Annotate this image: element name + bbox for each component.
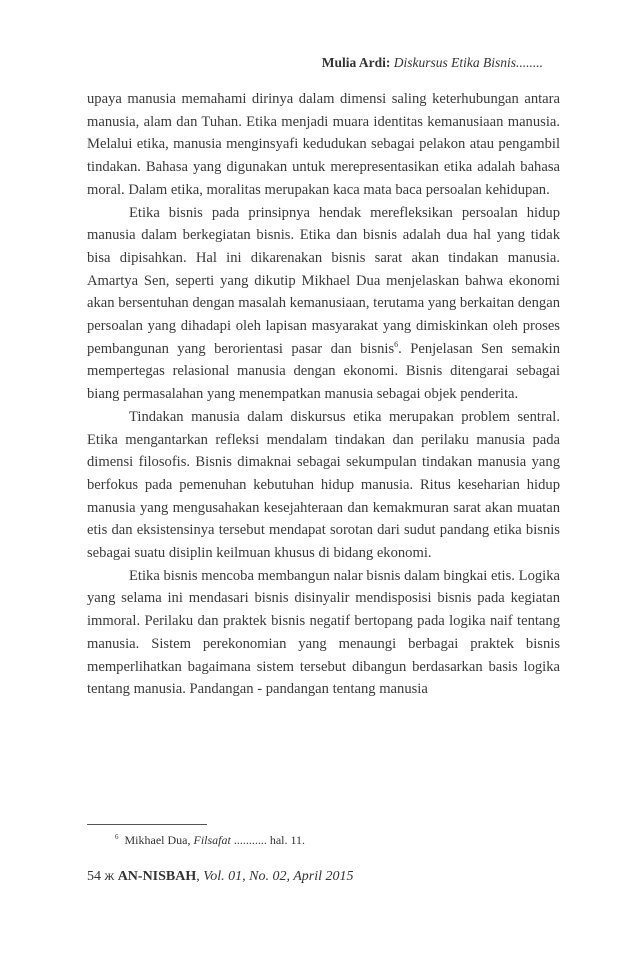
running-header	[322, 55, 543, 71]
footnote-reference: 6	[394, 339, 399, 349]
page-footer: 54 ж AN-NISBAH, Vol. 01, No. 02, April 2015	[87, 869, 354, 884]
paragraph-2-text-continued: . Penjelasan Sen semakin mempertegas relasional manusia dengan ekonomi. Bisnis ditengarai sebagai biang permasalahan yang menempatkan manusia sebagai objek penderita.	[87, 340, 561, 403]
paragraph-3: Tindakan manusia dalam diskursus etika merupakan problem sentral. Etika mengantarkan refleksi mendalam tindakan dan perilaku manusia pada dimensi filosofis. Bisnis dimaknai sebagai sekumpulan tindakan manusia yang berfokus pada pemenuhan kebutuhan hidup manusia. Ritus keseharian hidup manusia yang mengusahakan kesejahteraan dan kemakmuran sarat akan muatan etis dan eksistensinya tersebut mendapat sorotan dari sudut pandang etika bisnis sebagai suatu disiplin keilmuan khusus di bidang ekonomi.	[87, 408, 560, 562]
footnote-author: Mikhael Dua,	[124, 833, 191, 847]
paragraph-4: Etika bisnis mencoba membangun nalar bisnis dalam bingkai etis. Logika yang selama ini mendasari bisnis disinyalir mendisposisi bisnis pada kegiatan immoral. Perilaku dan praktek bisnis negatif bertopang pada logika naif tentang manusia. Sistem perekonomian yang menaungi berbagai praktek bisnis memperlihatkan bagaimana sistem tersebut dibangun berdasarkan basis logika tentang manusia. Pandangan - pandangan tentang manusia	[87, 567, 560, 698]
footer-symbol: ж	[104, 869, 115, 884]
footnote-title: Filsafat	[193, 833, 231, 847]
header-author: Mulia Ardi:	[321, 55, 391, 70]
journal-name: AN-NISBAH	[117, 869, 197, 884]
paragraph-1: upaya manusia memahami dirinya dalam dimensi saling keterhubungan antara manusia, alam dan Tuhan. Etika menjadi muara identitas kemanusiaan manusia. Melalui etika, manusia menginsyafi kedudukan sebagai pelakon atau pengambil tindakan. Bahasa yang digunakan untuk merepresentasikan etika adalah bahasa moral. Dalam etika, moralitas merupakan kaca mata baca persoalan kehidupan.	[87, 91, 560, 198]
footnote-divider	[87, 824, 207, 825]
footnote-rest: ........... hal. 11.	[233, 833, 306, 847]
paragraph-2	[87, 202, 560, 406]
body-text	[87, 88, 560, 701]
journal-issue: Vol. 01, No. 02, April 2015	[203, 869, 354, 884]
page-number: 54	[87, 869, 101, 884]
header-title: Diskursus Etika Bisnis........	[393, 55, 543, 70]
paragraph-2-text: Etika bisnis pada prinsipnya hendak merefleksikan persoalan hidup manusia dalam berkegiatan bisnis. Etika dan bisnis adalah dua hal yang tidak bisa dipisahkan. Hal ini dikarenakan bisnis sarat akan tindakan manusia. Amartya Sen, seperti yang dikutip Mikhael Dua menjelaskan bahwa ekonomi akan bersentuhan dengan masalah kemanusiaan, terutama yang berkaitan dengan persoalan yang dihadapi oleh lapisan masyarakat yang dimiskinkan oleh proses pembangunan yang berorientasi pasar dan bisnis	[87, 204, 560, 357]
footnote-number: 6	[115, 833, 119, 841]
footnote	[115, 833, 305, 848]
